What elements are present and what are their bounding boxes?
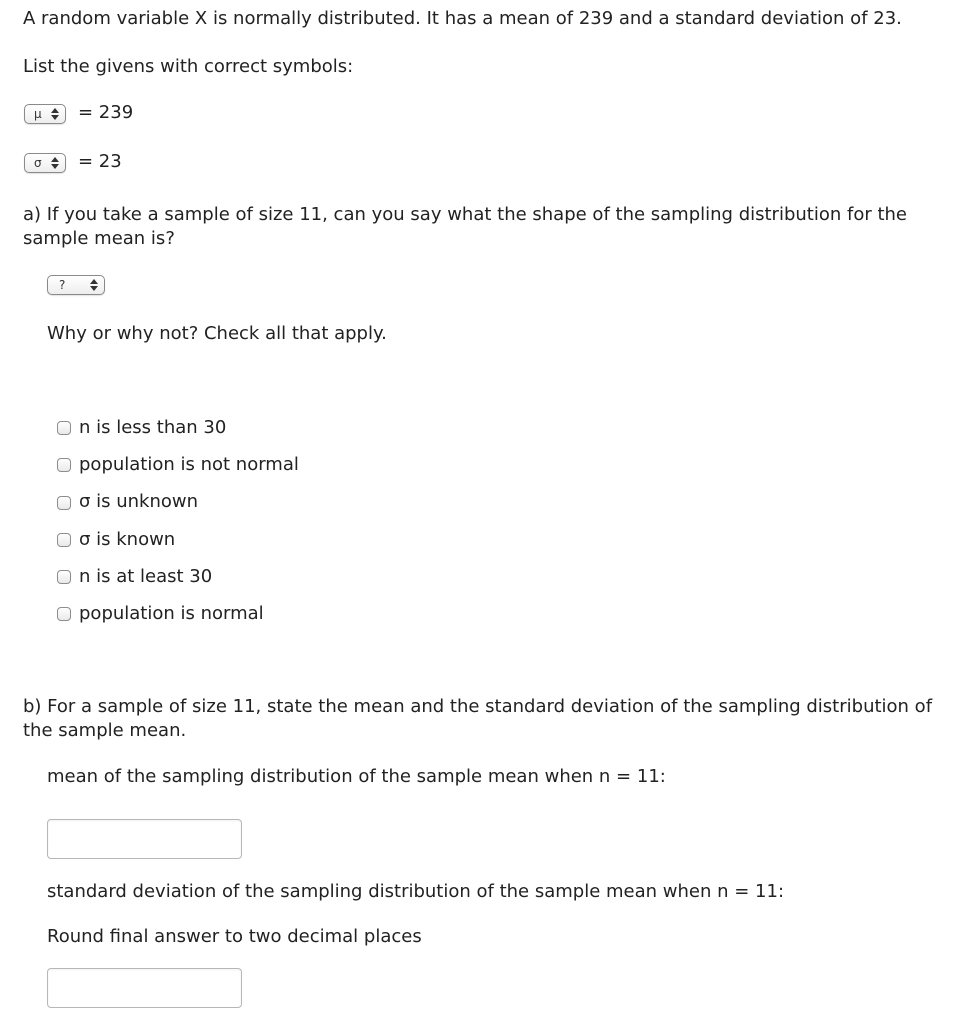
why-prompt: Why or why not? Check all that apply.	[47, 323, 387, 344]
option-label: σ is known	[79, 529, 176, 550]
option-label: n is at least 30	[79, 566, 213, 587]
option-label: population is not normal	[79, 454, 299, 475]
checkbox-population-not-normal[interactable]	[57, 458, 71, 472]
problem-intro: A random variable X is normally distributed. It has a mean of 239 and a standard deviation of 23.	[23, 8, 902, 29]
sd-symbol-value: σ	[34, 156, 42, 170]
option-label: n is less than 30	[79, 417, 227, 438]
checkbox-sigma-known[interactable]	[57, 533, 71, 547]
sd-symbol-select[interactable]	[24, 153, 66, 173]
checkbox-population-normal[interactable]	[57, 607, 71, 621]
option-label: σ is unknown	[79, 491, 199, 512]
mean-answer-input[interactable]	[47, 819, 242, 859]
givens-prompt: List the givens with correct symbols:	[23, 56, 354, 77]
shape-select-value: ?	[59, 278, 66, 292]
checkbox-n-less-than-30[interactable]	[57, 421, 71, 435]
select-arrows-icon	[51, 157, 59, 169]
select-arrows-icon	[90, 279, 98, 291]
part-b-question: b) For a sample of size 11, state the mean and the standard deviation of the sampling distribution of the sample mean.	[23, 696, 933, 741]
mean-field-label: mean of the sampling distribution of the sample mean when n = 11:	[47, 766, 666, 787]
sd-answer-input[interactable]	[47, 968, 242, 1008]
shape-select[interactable]	[47, 275, 105, 295]
mean-given-value: = 239	[78, 102, 134, 123]
sd-given-value: = 23	[78, 151, 122, 172]
select-arrows-icon	[51, 108, 59, 120]
sd-field-label: standard deviation of the sampling distribution of the sample mean when n = 11:	[47, 881, 785, 902]
mean-symbol-select[interactable]	[24, 104, 66, 124]
part-a-question: a) If you take a sample of size 11, can you say what the shape of the sampling distribution for the sample mean is?	[23, 204, 908, 249]
checkbox-n-at-least-30[interactable]	[57, 570, 71, 584]
checkbox-sigma-unknown[interactable]	[57, 496, 71, 510]
mean-symbol-value: μ	[34, 107, 42, 121]
option-label: population is normal	[79, 603, 264, 624]
round-note: Round final answer to two decimal places	[47, 926, 422, 947]
